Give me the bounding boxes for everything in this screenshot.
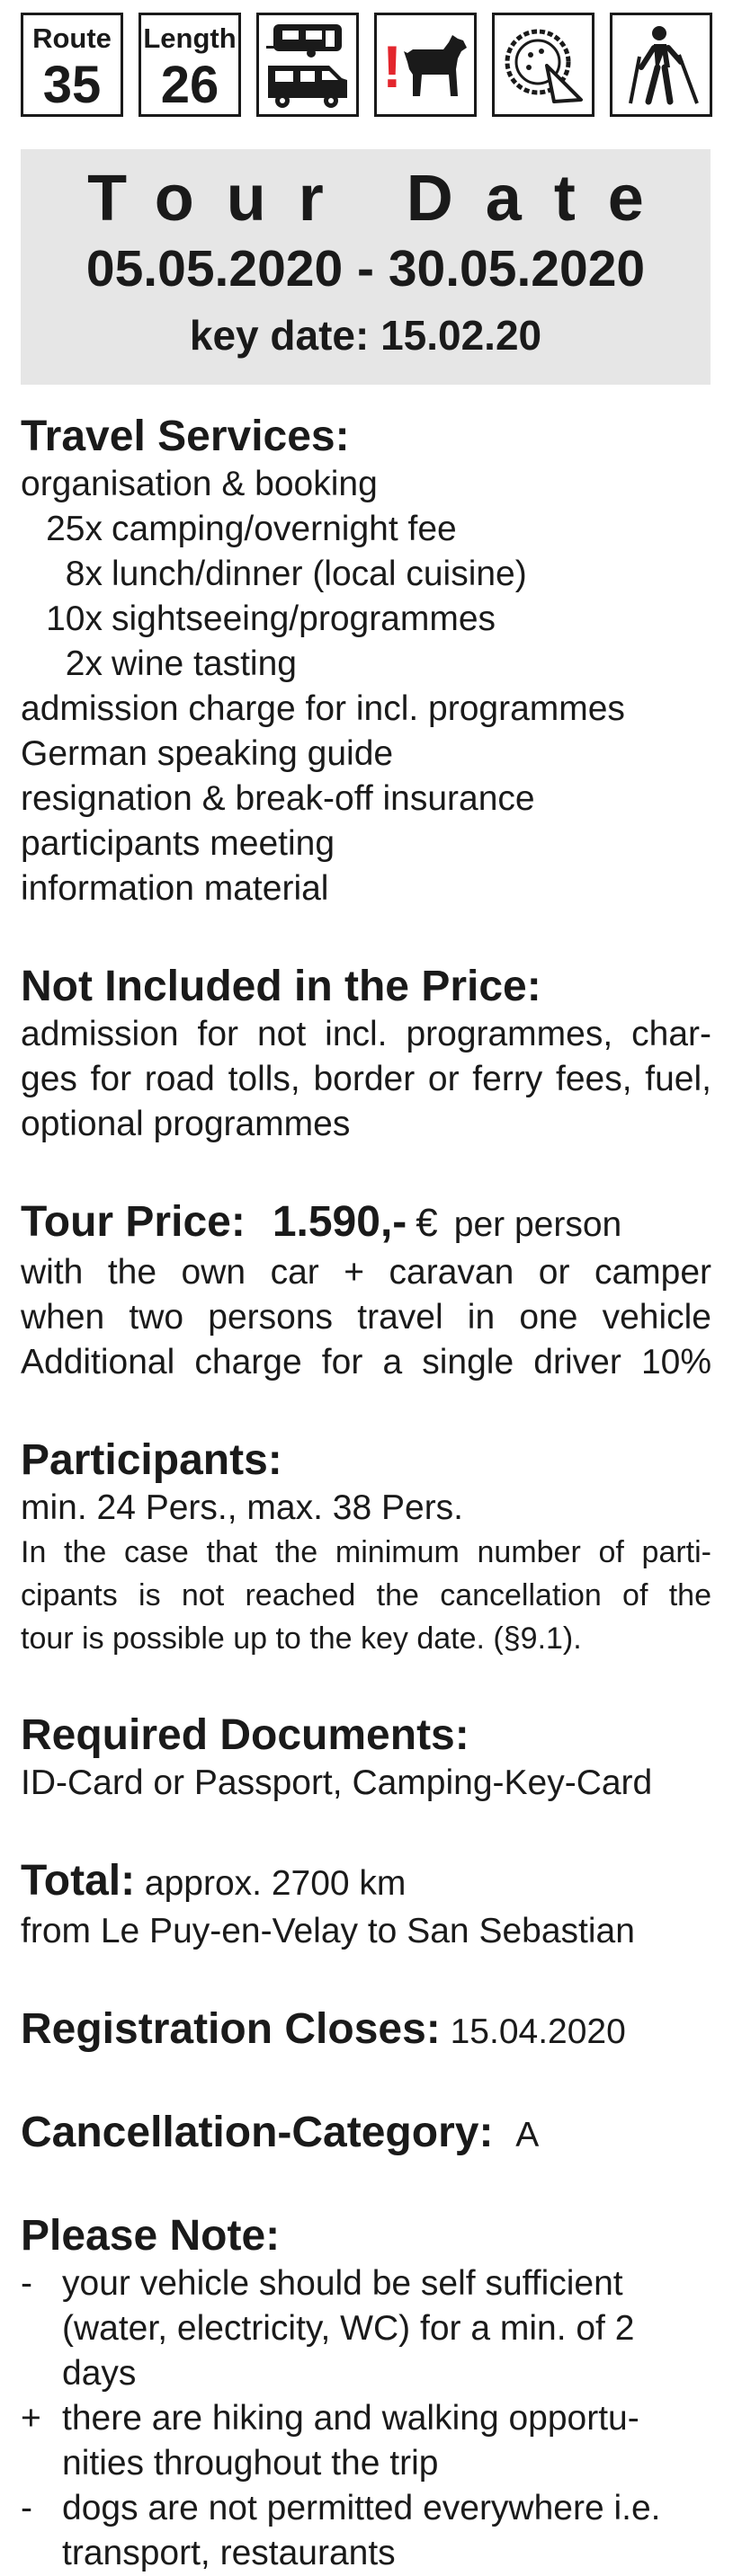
participants-heading: Participants: <box>21 1436 282 1484</box>
route-badge <box>21 13 123 117</box>
total-heading: Total: <box>21 1857 136 1905</box>
dogs-restricted-icon <box>374 13 477 117</box>
total-distance: approx. 2700 km <box>144 1864 407 1903</box>
list-item: + there are hiking and walking opportu- nities throughout the trip <box>21 2399 639 2483</box>
tour-price-condition: with the own car + caravan or camper <box>21 1253 711 1292</box>
tour-price-condition: when two persons travel in one vehicle <box>21 1298 711 1337</box>
documents-heading: Required Documents: <box>21 1711 469 1759</box>
please-note-heading: Please Note: <box>21 2212 281 2260</box>
tour-price-per: per person <box>453 1205 622 1244</box>
cancellation-heading: Cancellation-Category: <box>21 2109 494 2156</box>
registration-line <box>21 2004 711 2057</box>
not-included-line: optional programmes <box>21 1105 351 1143</box>
registration-heading: Registration Closes: <box>21 2005 441 2053</box>
camper-caravan-icon <box>256 13 359 117</box>
service-extra: German speaking guide <box>21 734 394 773</box>
hiking-icon <box>610 13 712 117</box>
service-extra: resignation & break-off insurance <box>21 779 535 818</box>
documents-text: ID-Card or Passport, Camping-Key-Card <box>21 1763 653 1802</box>
length-number: 26 <box>160 56 219 114</box>
route-label: Route <box>32 22 112 54</box>
tour-price-amount: 1.590,- <box>272 1198 407 1246</box>
list-item: 2x wine tasting <box>65 644 297 683</box>
warning-mark: ! <box>382 33 402 100</box>
list-item: 8x lunch/dinner (local cuisine) <box>65 555 527 593</box>
not-included-line: admission for not incl. programmes, char- <box>21 1015 711 1053</box>
participants-note-line: cipants is not reached the cancellation of the <box>21 1578 711 1612</box>
service-list <box>21 507 711 687</box>
total-line <box>21 1856 711 1909</box>
not-included-line: ges for road tolls, border or ferry fees, fuel, <box>21 1060 711 1098</box>
tour-date-box <box>21 149 711 385</box>
tour-price-heading: Tour Price: <box>21 1198 246 1246</box>
service-extra: admission charge for incl. programmes <box>21 689 625 728</box>
tour-price-condition: Additional charge for a single driver 10% <box>21 1343 711 1381</box>
list-item: - your vehicle should be self sufficient (water, electricity, WC) for a min. of 2 days <box>21 2264 635 2393</box>
key-date: key date: 15.02.20 <box>189 312 542 359</box>
travel-services-intro: organisation & booking <box>21 465 378 503</box>
tour-date-range: 05.05.2020 - 30.05.2020 <box>85 240 646 298</box>
list-item: 25x camping/overnight fee <box>46 510 457 548</box>
service-extra: information material <box>21 869 329 908</box>
length-badge <box>139 13 241 117</box>
cancellation-value: A <box>515 2116 540 2154</box>
length-label: Length <box>143 22 237 54</box>
tour-price-line <box>21 1197 711 1250</box>
list-item: 10x sightseeing/programmes <box>46 600 496 638</box>
participants-range: min. 24 Pers., max. 38 Pers. <box>21 1488 464 1527</box>
tour-date-title: Tour Date <box>87 163 676 235</box>
participants-note-line: In the case that the minimum number of parti- <box>21 1535 711 1569</box>
not-included-heading: Not Included in the Price: <box>21 963 541 1010</box>
cancellation-line <box>21 2108 711 2161</box>
route-number: 35 <box>42 56 102 114</box>
participants-note-line: tour is possible up to the key date. (§9.1). <box>21 1621 582 1656</box>
total-route: from Le Puy-en-Velay to San Sebastian <box>21 1912 635 1950</box>
list-item: - dogs are not permitted everywhere i.e. transport, restaurants <box>21 2489 661 2572</box>
tour-details <box>21 412 711 2576</box>
registration-date: 15.04.2020 <box>450 2012 626 2051</box>
tour-price-currency: € <box>416 1201 438 1245</box>
cuisine-pie-icon <box>492 13 594 117</box>
travel-services-heading: Travel Services: <box>21 413 350 460</box>
service-extra: participants meeting <box>21 824 335 863</box>
